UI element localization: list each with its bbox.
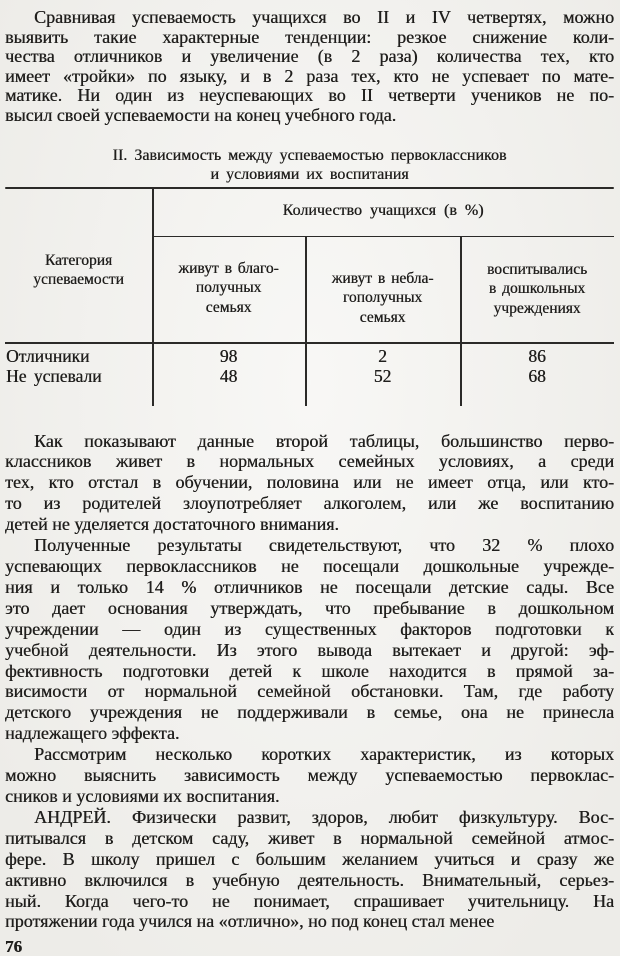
- text-line: висимости от нормальной семейной обстановки. Там, где работу: [5, 681, 614, 702]
- table-cell-value: 52: [373, 366, 392, 387]
- text-line: тех, кто отстал в обучении, половина или не имеет отца, или кто-: [5, 472, 614, 493]
- text-line: Как показывают данные второй таблицы, большинство перво-: [34, 430, 614, 451]
- table-header-good-families: [152, 259, 305, 318]
- text-line: высил своей успеваемости на конец учебного года.: [5, 105, 397, 125]
- text-line: ния и только 14 % отличников не посещали детские сады. Все: [5, 576, 614, 597]
- table-header-preschool: [460, 260, 614, 319]
- performance-table: [5, 187, 614, 408]
- text-line: выявить такие характерные тенденции: резкое снижение коли-: [5, 27, 614, 47]
- text-line: чества отличников и увеличение (в 2 раза) количества тех, кто: [5, 47, 614, 67]
- text-line: можно выяснить зависимость между успеваемостью первоклас-: [5, 765, 614, 786]
- text-line: сников и условиями их воспитания.: [5, 785, 280, 806]
- text-line: воспитывались: [486, 260, 588, 278]
- table-cell-category: Не успевали: [6, 366, 102, 387]
- table-subheader-rule: [152, 236, 614, 238]
- text-line: фере. В школу пришел с большим желанием учиться и сразу же: [5, 848, 614, 869]
- text-line: детей не уделяется достаточного внимания.: [5, 514, 339, 535]
- text-line: гополучных: [342, 289, 423, 307]
- table-header-bottom-rule: [5, 342, 614, 345]
- text-line: учреждениях: [493, 299, 581, 317]
- paragraph-table-discussion: [5, 431, 614, 536]
- text-line: успевающих первоклассников не посещали дошкольные учрежде-: [5, 556, 614, 576]
- text-line: в дошкольных: [488, 280, 586, 298]
- table-cell-value: 98: [219, 345, 238, 366]
- text-line: ный. Когда чего-то не понимает, спрашивает учительницу. На: [5, 890, 614, 911]
- table-span-header: Количество учащихся (в %): [282, 201, 484, 219]
- table-row: [5, 366, 614, 387]
- text-line: Рассмотрим несколько коротких характеристик, из которых: [34, 744, 614, 765]
- text-line: активно включился в учебную деятельность. Внимательный, серьез-: [5, 869, 614, 890]
- text-line: АНДРЕЙ. Физически развит, здоров, любит физкультуру. Вос-: [34, 806, 614, 827]
- table-caption: [5, 146, 614, 185]
- text-line: семьях: [359, 308, 406, 326]
- table-header-category: [5, 251, 152, 290]
- text-line: Категория: [44, 251, 113, 269]
- text-line: успеваемости: [33, 271, 124, 289]
- text-line: живут в благо-: [178, 259, 279, 277]
- text-line: фективность подготовки детей к школе находится в прямой за-: [5, 660, 614, 681]
- text-line: то из родителей злоупотребляет алкоголем, или же воспитанию: [5, 493, 614, 514]
- text-line: Полученные результаты свидетельствуют, что 32 % плохо: [34, 535, 614, 556]
- text-line: матике. Ни один из неуспевающих во II четверти учеников не по-: [5, 86, 614, 106]
- text-line: это дает основания утверждать, что пребывание в дошкольном: [5, 597, 614, 618]
- text-line: учреждении — один из существенных факторов подготовки к: [5, 618, 614, 639]
- text-line: учебной деятельности. Из этого вывода вытекает и другой: эф-: [5, 639, 614, 660]
- text-line: II. Зависимость между успеваемостью первоклассников: [112, 146, 507, 164]
- text-line: Сравнивая успеваемость учащихся во II и IV четвертях, можно: [34, 8, 614, 27]
- text-line: имеет «тройки» по языку, и в 2 раза тех, кто не успевает по мате-: [5, 66, 614, 86]
- text-line: и условиями их воспитания: [210, 166, 409, 184]
- text-line: живут в небла-: [331, 269, 434, 287]
- table-cell-value: 2: [378, 345, 387, 366]
- paragraph-intro: [5, 8, 614, 126]
- paragraph-andrey: [5, 807, 614, 932]
- text-line: семьях: [205, 298, 252, 316]
- text-line: протяжении года учился на «отлично», но под конец стал менее: [5, 911, 495, 932]
- text-line: детского учреждения не поддерживали в семье, она не принесла: [5, 702, 614, 723]
- table-header-bad-families: [305, 269, 460, 328]
- text-line: получных: [195, 279, 262, 297]
- text-line: надлежащего эффекта.: [5, 723, 180, 744]
- page-number: 76: [5, 937, 22, 956]
- text-line: питывался в детском саду, живет в нормальной семейной атмос-: [5, 827, 614, 848]
- table-top-rule: [5, 187, 614, 189]
- table-cell-value: 68: [528, 366, 546, 387]
- paragraph-results: [5, 535, 614, 744]
- text-line: классников живет в нормальных семейных условиях, а среди: [5, 451, 614, 472]
- table-cell-value: 48: [219, 366, 238, 387]
- table-row: [5, 346, 614, 367]
- table-body: [5, 346, 614, 387]
- table-cell-category: Отличники: [6, 345, 90, 366]
- table-cell-value: 86: [528, 345, 546, 366]
- paragraph-characteristics-intro: [5, 744, 614, 807]
